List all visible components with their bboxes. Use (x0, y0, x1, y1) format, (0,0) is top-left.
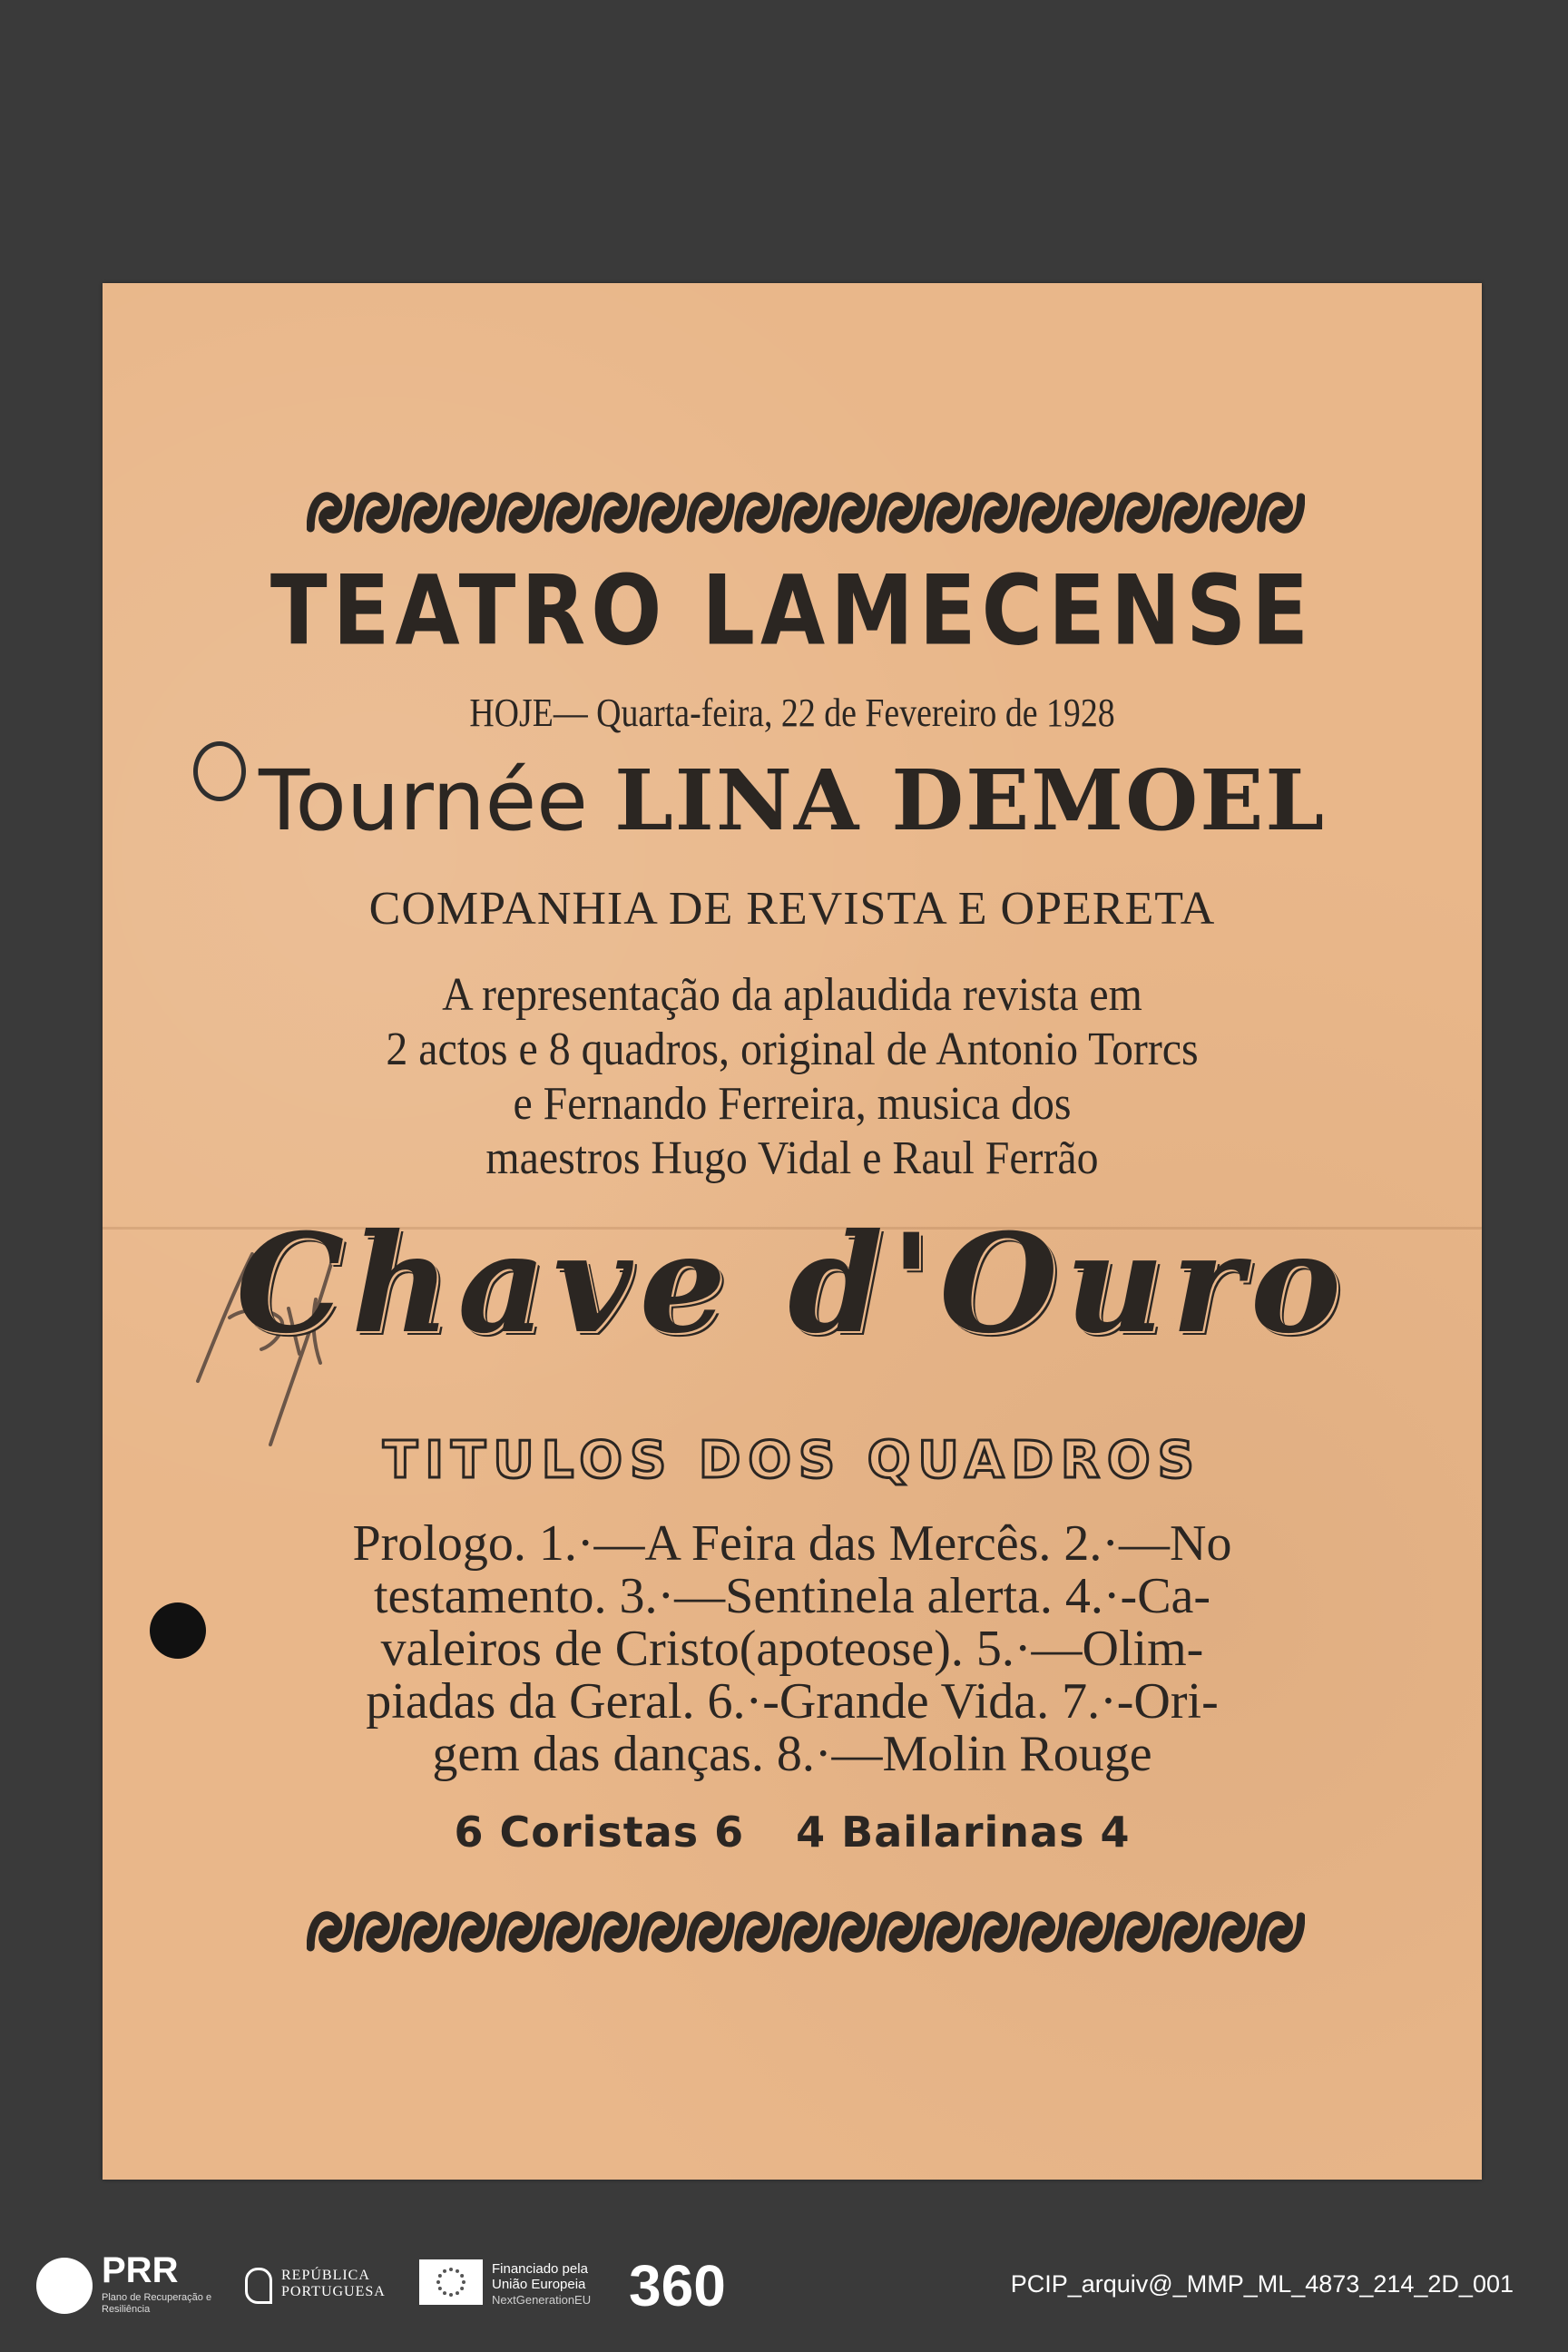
ornament-wave (739, 496, 779, 529)
eu-star (438, 2287, 442, 2290)
eu-star (456, 2291, 459, 2295)
ornament-wave (643, 496, 683, 529)
description-line: e Fernando Ferreira, musica dos (513, 1078, 1072, 1130)
description (158, 968, 1426, 1186)
date-line: HOJE— Quarta-feira, 22 de Fevereiro de 1928 (469, 691, 1115, 735)
ornament-wave (833, 1916, 873, 1948)
description-line: A representação da aplaudida revista em (442, 969, 1142, 1021)
ornament-wave (310, 496, 350, 529)
republic-line: PORTUGUESA (281, 2284, 386, 2299)
eu-star (462, 2280, 466, 2284)
eu-flag-icon (419, 2259, 483, 2305)
ornament-wave (786, 1916, 826, 1948)
republic-line: REPÚBLICA (281, 2268, 370, 2283)
brand-360: 360 (629, 2253, 726, 2318)
ornament-wave (501, 496, 541, 529)
ornament-wave (1166, 496, 1206, 529)
eu-star (449, 2293, 453, 2297)
ornament-wave (1213, 496, 1253, 529)
tableaux-line: gem das danças. 8.·—Molin Rouge (432, 1726, 1152, 1782)
tableaux-list (103, 1517, 1482, 1780)
tableaux-line: Prologo. 1.·—A Feira das Mercês. 2.·—No (352, 1515, 1232, 1572)
ornament-wave (1261, 496, 1301, 529)
tableaux-line: piadas da Geral. 6.·-Grande Vida. 7.·-Ori- (366, 1673, 1219, 1730)
play-title: Chave d'Ouro (235, 1204, 1349, 1364)
eu-star (460, 2274, 464, 2278)
ornament-wave (1024, 1916, 1063, 1948)
republic-emblem-icon (245, 2268, 272, 2304)
ornament-wave (548, 1916, 588, 1948)
choristers-count: 6 Coristas 6 (454, 1808, 745, 1857)
description-line: 2 actos e 8 quadros, original de Antonio Torrcs (386, 1024, 1199, 1075)
ornament-wave (1261, 1916, 1301, 1948)
company-name: COMPANHIA DE REVISTA E OPERETA (368, 883, 1216, 935)
ornament-wave (595, 496, 635, 529)
ornament-wave (1071, 1916, 1111, 1948)
ornament-wave (1119, 496, 1159, 529)
tableaux-line: testamento. 3.·—Sentinela alerta. 4.·-Ca- (373, 1568, 1211, 1624)
ornament-wave (1024, 496, 1063, 529)
ornament-wave (358, 1916, 398, 1948)
eu-funding-logo (419, 2259, 601, 2314)
ornament-border-top (307, 481, 1305, 544)
tour-name: LINA DEMOEL (614, 751, 1327, 849)
ornament-wave (691, 496, 730, 529)
description-line: maestros Hugo Vidal e Raul Ferrão (485, 1132, 1099, 1184)
ornament-wave (310, 1916, 350, 1948)
tour-line (103, 750, 1482, 851)
ornament-wave (358, 496, 398, 529)
eu-star (460, 2287, 464, 2290)
archive-reference: PCIP_arquiv@_MMP_ML_4873_214_2D_001 (1010, 2270, 1514, 2298)
ornament-wave (595, 1916, 635, 1948)
ornament-wave (833, 496, 873, 529)
ornament-wave (881, 496, 921, 529)
cast-line (103, 1808, 1482, 1857)
ornament-wave (406, 496, 446, 529)
ornament-wave (928, 496, 968, 529)
ornament-wave (453, 1916, 493, 1948)
ornament-wave (976, 496, 1016, 529)
eu-star (456, 2269, 459, 2273)
prr-logo-text: PRR (102, 2250, 179, 2290)
ornament-wave (928, 1916, 968, 1948)
tour-prefix: Tournée (258, 752, 588, 849)
ornament-wave (739, 1916, 779, 1948)
ornament-wave (976, 1916, 1016, 1948)
dancers-count: 4 Bailarinas 4 (796, 1808, 1131, 1857)
ornament-wave (1166, 1916, 1206, 1948)
ornament-wave (643, 1916, 683, 1948)
theatre-name: TEATRO LAMECENSE (270, 554, 1315, 668)
eu-line: União Europeia (492, 2277, 586, 2292)
eu-line: NextGenerationEU (492, 2293, 592, 2307)
tableaux-line: valeiros de Cristo(apoteose). 5.·—Olim- (380, 1621, 1204, 1677)
ornament-wave (1213, 1916, 1253, 1948)
republic-text (281, 2268, 386, 2300)
ornament-wave (406, 1916, 446, 1948)
eu-line: Financiado pela (492, 2261, 588, 2277)
ornament-wave (881, 1916, 921, 1948)
section-title: TITULOS DOS QUADROS (383, 1431, 1201, 1490)
ornament-wave (691, 1916, 730, 1948)
ornament-wave (1071, 496, 1111, 529)
prr-logo (36, 2250, 218, 2323)
eu-star (449, 2268, 453, 2271)
prr-globe-icon (36, 2258, 93, 2314)
archive-footer (0, 2214, 1568, 2352)
ornament-wave (786, 496, 826, 529)
ornament-wave (501, 1916, 541, 1948)
ornament-wave (548, 496, 588, 529)
ornament-wave (1119, 1916, 1159, 1948)
eu-star (443, 2291, 446, 2295)
prr-subtitle: Plano de Recuperação e Resiliência (102, 2292, 212, 2315)
republic-logo (245, 2264, 399, 2309)
poster-sheet (103, 283, 1482, 2180)
ornament-wave (453, 496, 493, 529)
ornament-border-bottom (307, 1900, 1305, 1964)
eu-star (443, 2269, 446, 2273)
eu-text (492, 2261, 591, 2308)
eu-star (438, 2274, 442, 2278)
eu-star (436, 2280, 440, 2284)
